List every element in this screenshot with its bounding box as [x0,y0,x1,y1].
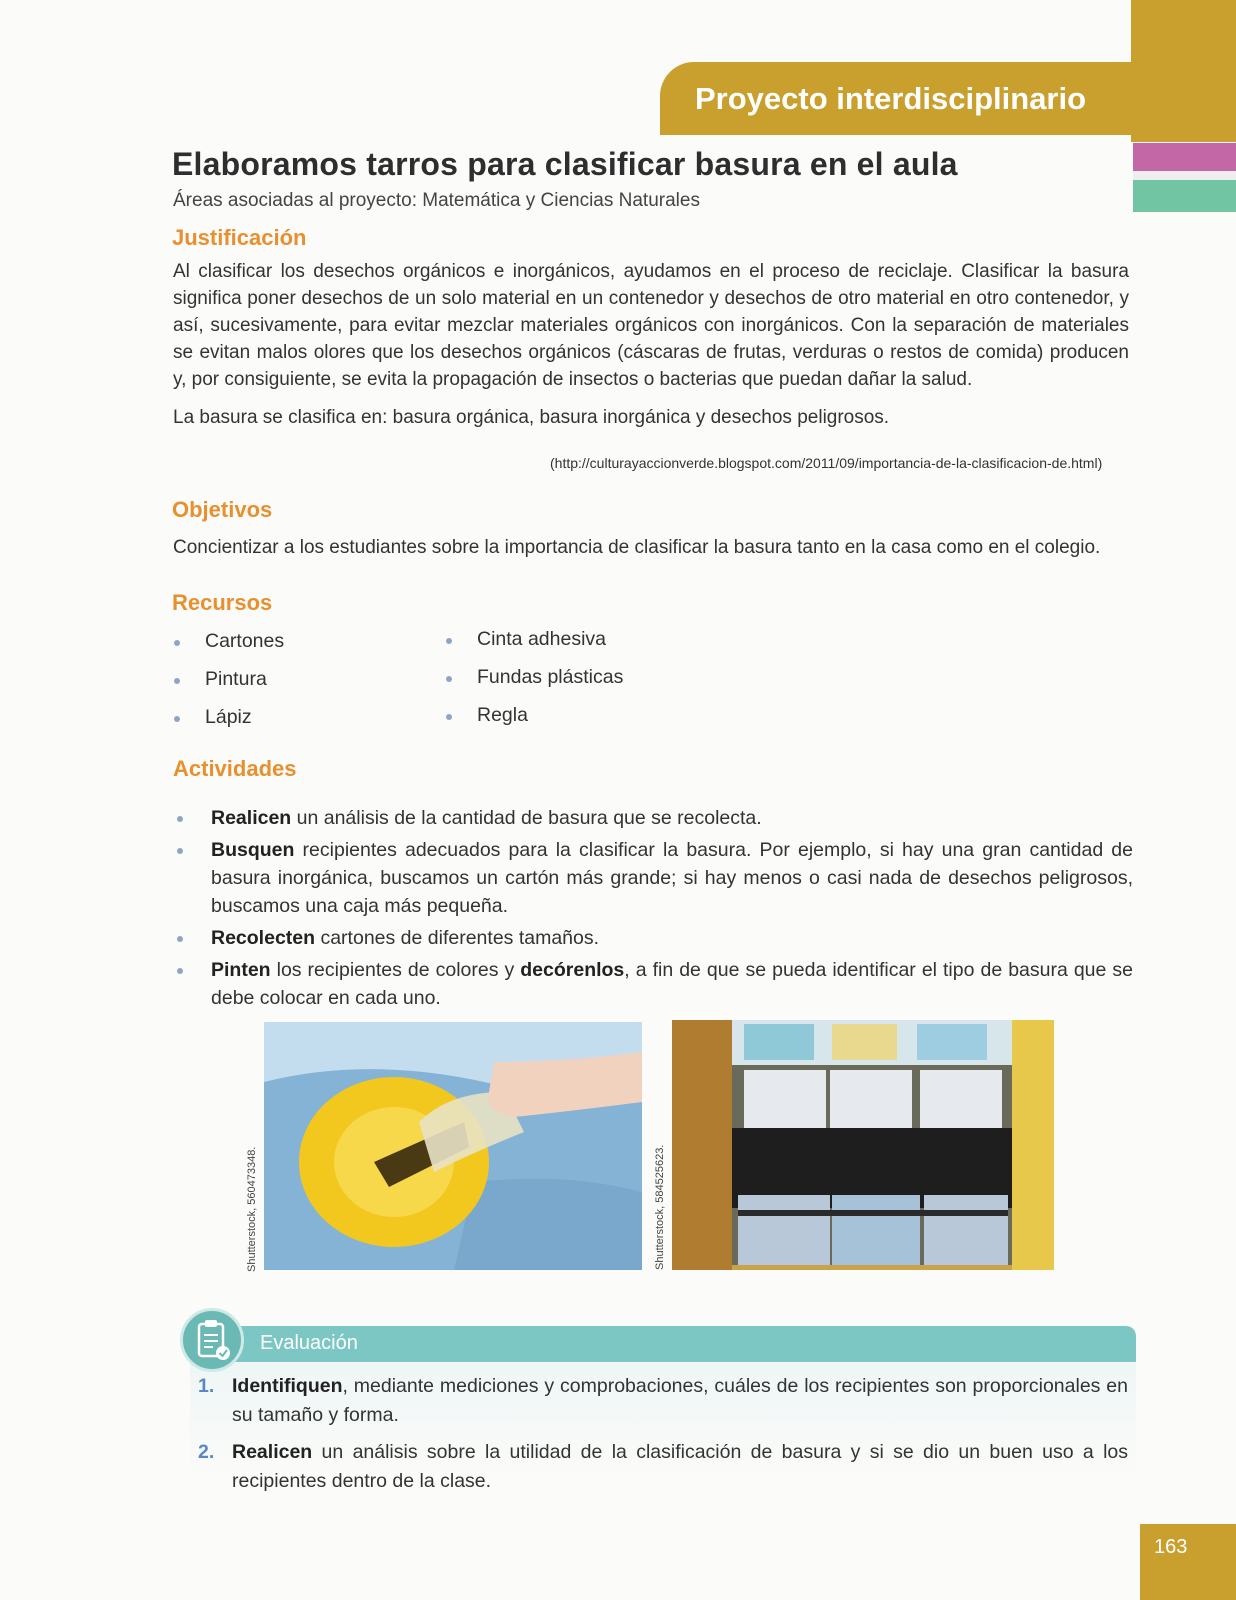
recursos-heading: Recursos [172,590,273,615]
item-text: cartones de diferentes tamaños. [315,927,600,949]
actividades-list [175,804,1133,1016]
item-number: 2. [198,1441,215,1463]
recursos-list-2 [444,626,623,740]
page-number: 163 [1154,1536,1188,1558]
list-item: Cartones [172,628,284,666]
bold-verb: Pinten [211,959,271,981]
list-item [175,956,1133,1012]
sorting-bins-photo [672,1020,1054,1270]
sorting-bins-illustration [672,1020,1054,1270]
page-subtitle: Áreas asociadas al proyecto: Matemática y Ciencias Naturales [173,190,700,211]
item-text: los recipientes de colores y [270,959,521,981]
evaluation-list [198,1372,1128,1504]
justificacion-paragraph-2: La basura se clasifica en: basura orgánica, basura inorgánica y desechos peligrosos. [173,407,890,428]
photo-credit: Shutterstock, 560473348. [246,1146,258,1272]
bold-verb: Realicen [211,807,292,829]
bold-verb: Realicen [232,1441,313,1463]
actividades-heading: Actividades [173,756,297,781]
source-citation: (http://culturayaccionverde.blogspot.com/2011/09/importancia-de-la-clasificacion-de.html) [550,455,1103,471]
corner-bar [1131,0,1236,60]
item-text: , a fin de que se pueda identificar el tipo de basura que se debe colocar en cada uno. [211,959,1133,1009]
recycling-bin-illustration [264,1022,642,1270]
list-item: Regla [444,702,623,740]
list-item [175,924,1133,952]
item-text: un análisis de la cantidad de basura que se recolecta. [291,807,762,829]
green-stripe [1133,180,1236,212]
objetivos-heading: Objetivos [172,497,273,522]
item-number: 1. [198,1375,215,1397]
list-item [175,836,1133,920]
list-item: Cinta adhesiva [444,626,623,664]
item-text: , mediante mediciones y comprobaciones, cuáles de los recipientes son proporcionales en su tamaño y forma. [232,1375,1128,1426]
evaluation-heading: Evaluación [260,1332,358,1354]
bold-verb: Identifiquen [232,1375,343,1397]
pink-stripe [1133,143,1236,171]
clipboard-glyph [183,1311,241,1369]
item-text: un análisis sobre la utilidad de la clasificación de basura y si se dio un buen uso a los recipientes dentro de la clase. [232,1441,1128,1492]
recursos-list-1 [172,628,284,742]
bold-verb: Recolecten [211,927,316,949]
list-item: Lápiz [172,704,284,742]
objetivos-text: Concientizar a los estudiantes sobre la importancia de clasificar la basura tanto en la casa como en el colegio. [173,537,1101,558]
justificacion-heading: Justificación [172,225,307,250]
stripe-gap [1133,171,1236,180]
list-item [198,1438,1128,1496]
recycling-bin-photo [264,1022,642,1270]
photo-credit: Shutterstock, 584525623. [654,1144,666,1270]
list-item: Pintura [172,666,284,704]
clipboard-icon [180,1308,244,1372]
section-banner: Proyecto interdisciplinario [660,62,1236,135]
item-text: recipientes adecuados para la clasificar la basura. Por ejemplo, si hay una gran cantidad de basura inorgánica, buscamos un cartón más grande; si hay menos o casi nada de desechos peligrosos, buscamos una caja más pequeña. [211,839,1133,917]
page-title: Elaboramos tarros para clasificar basura en el aula [172,146,958,182]
list-item [198,1372,1128,1430]
list-item [175,804,1133,832]
list-item: Fundas plásticas [444,664,623,702]
bold-verb: Busquen [211,839,295,861]
justificacion-paragraph: Al clasificar los desechos orgánicos e inorgánicos, ayudamos en el proceso de reciclaje. Clasificar la basura significa poner desechos de un solo material en un contenedor y desechos de otro material en otro contenedor, y así, sucesivamente, para evitar mezclar materiales orgánicos con inorgánicos. Con la separación de materiales se evitan malos olores que los desechos orgánicos (cáscaras de frutas, verduras o restos de comida) producen y, por consiguiente, se evita la propagación de insectos o bacterias que puedan dañar la salud. [173,261,1129,390]
bold-verb: decórenlos [520,959,625,981]
